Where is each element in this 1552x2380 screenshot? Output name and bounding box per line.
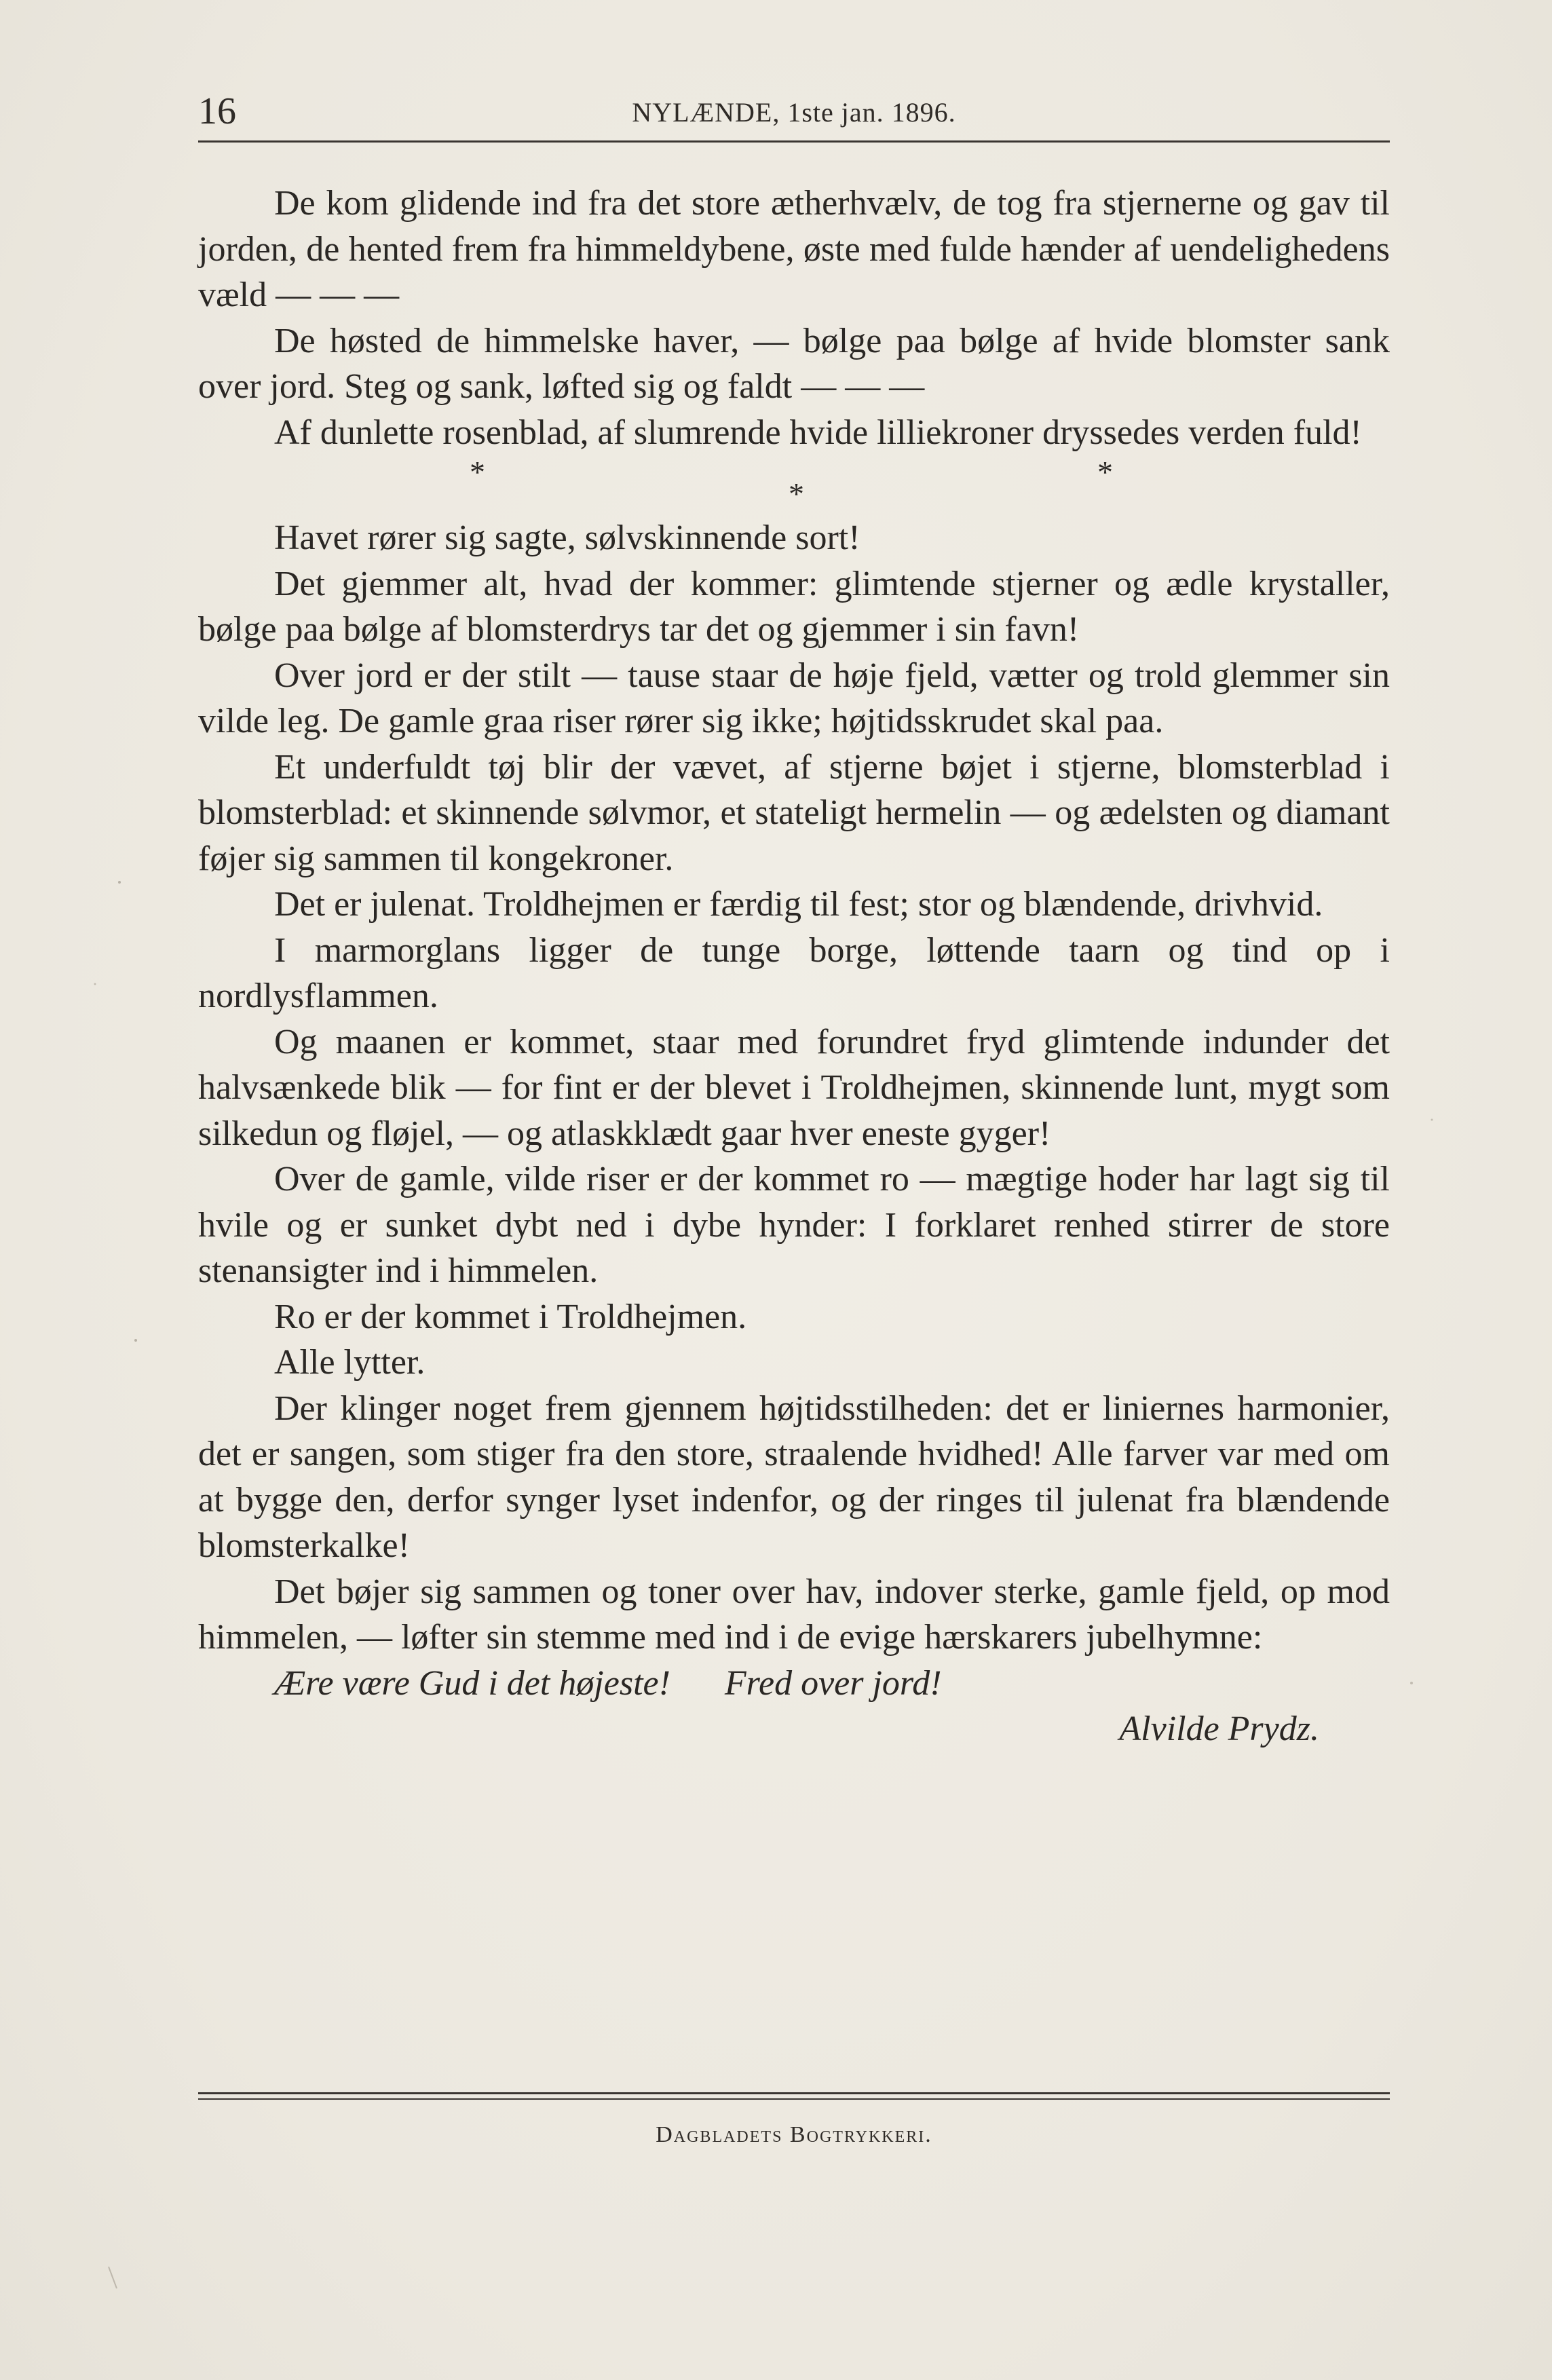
printer-imprint: Dagbladets Bogtrykkeri. — [656, 2122, 932, 2147]
paragraph: Af dunlette rosenblad, af slumrende hvide lilliekroner dryssedes verden fuld! — [274, 413, 1362, 452]
footer-rule — [198, 2092, 1390, 2094]
asterisk: * — [470, 455, 485, 489]
paragraph: De kom glidende ind fra det store ætherhvælv, de tog fra stjernerne og gav til jorden, de hented frem fra himmeldybene, øste med fulde hænder af uendelighedens væld — — — — [198, 184, 1390, 314]
footer-rule — [198, 2098, 1390, 2100]
paragraph: Et underfuldt tøj blir der vævet, af stjerne bøjet i stjerne, blomsterblad i blomsterblad: et skinnende sølvmor, et stateligt hermelin — og ædelsten og diamant føjer sig sammen til kongekroner. — [198, 747, 1390, 878]
running-head: NYLÆNDE, 1ste jan. 1896. — [632, 97, 956, 128]
paragraph: De høsted de himmelske haver, — bølge paa bølge af hvide blomster sank over jord. Steg og sank, løfted sig og faldt — — — — [198, 321, 1390, 406]
header-rule — [198, 140, 1390, 143]
paragraph: Der klinger noget frem gjennem højtidsstilheden: det er liniernes harmonier, det er sangen, som stiger fra den store, straalende hvidhed! Alle farver var med om at bygge den, derfor synger lyset indenfor, og der ringes til julenat fra blændende blomsterkalke! — [198, 1389, 1390, 1565]
paragraph: Og maanen er kommet, staar med forundret fryd glimtende indunder det halvsænkede blik — for fint er der blevet i Troldhejmen, skinnende lunt, mygt som silkedun og fløjel, — og atlaskklædt gaar hver eneste gyger! — [198, 1022, 1390, 1153]
author-signature: Alvilde Prydz. — [1119, 1710, 1319, 1748]
paragraph: I marmorglans ligger de tunge borge, løttende taarn og tind op i nordlysflammen. — [198, 930, 1390, 1015]
asterisk: * — [1097, 455, 1113, 489]
paragraph: Ro er der kommet i Troldhejmen. — [274, 1297, 747, 1336]
page-header — [198, 87, 1390, 136]
paragraph: Det er julenat. Troldhejmen er færdig til fest; stor og blændende, drivhvid. — [274, 885, 1323, 924]
closing-phrase-1: Ære være Gud i det højeste! — [274, 1663, 670, 1703]
paragraph: Over jord er der stilt — tause staar de høje fjeld, vætter og trold glemmer sin vilde leg. De gamle graa riser rører sig ikke; højtidsskrudet skal paa. — [198, 656, 1390, 740]
paragraph: Havet rører sig sagte, sølvskinnende sort! — [274, 518, 860, 557]
paragraph: Det gjemmer alt, hvad der kommer: glimtende stjerner og ædle krystaller, bølge paa bølge af blomsterdrys tar det og gjemmer i sin favn! — [198, 564, 1390, 649]
article-body — [198, 181, 1390, 1752]
paragraph: Over de gamle, vilde riser er der kommet ro — mægtige hoder har lagt sig til hvile og er sunket dybt ned i dybe hynder: I forklaret renhed stirrer de store stenansigter ind i himmelen. — [198, 1160, 1390, 1290]
closing-phrase-2: Fred over jord! — [724, 1663, 942, 1703]
asterisk: * — [789, 476, 804, 511]
paragraph: Alle lytter. — [274, 1343, 425, 1382]
paragraph: Det bøjer sig sammen og toner over hav, indover sterke, gamle fjeld, op mod himmelen, — løfter sin stemme med ind i de evige hærskarers jubelhymne: — [198, 1572, 1390, 1657]
section-separator — [198, 455, 1390, 515]
closing-line — [198, 1661, 1390, 1707]
page-number: 16 — [198, 90, 236, 132]
